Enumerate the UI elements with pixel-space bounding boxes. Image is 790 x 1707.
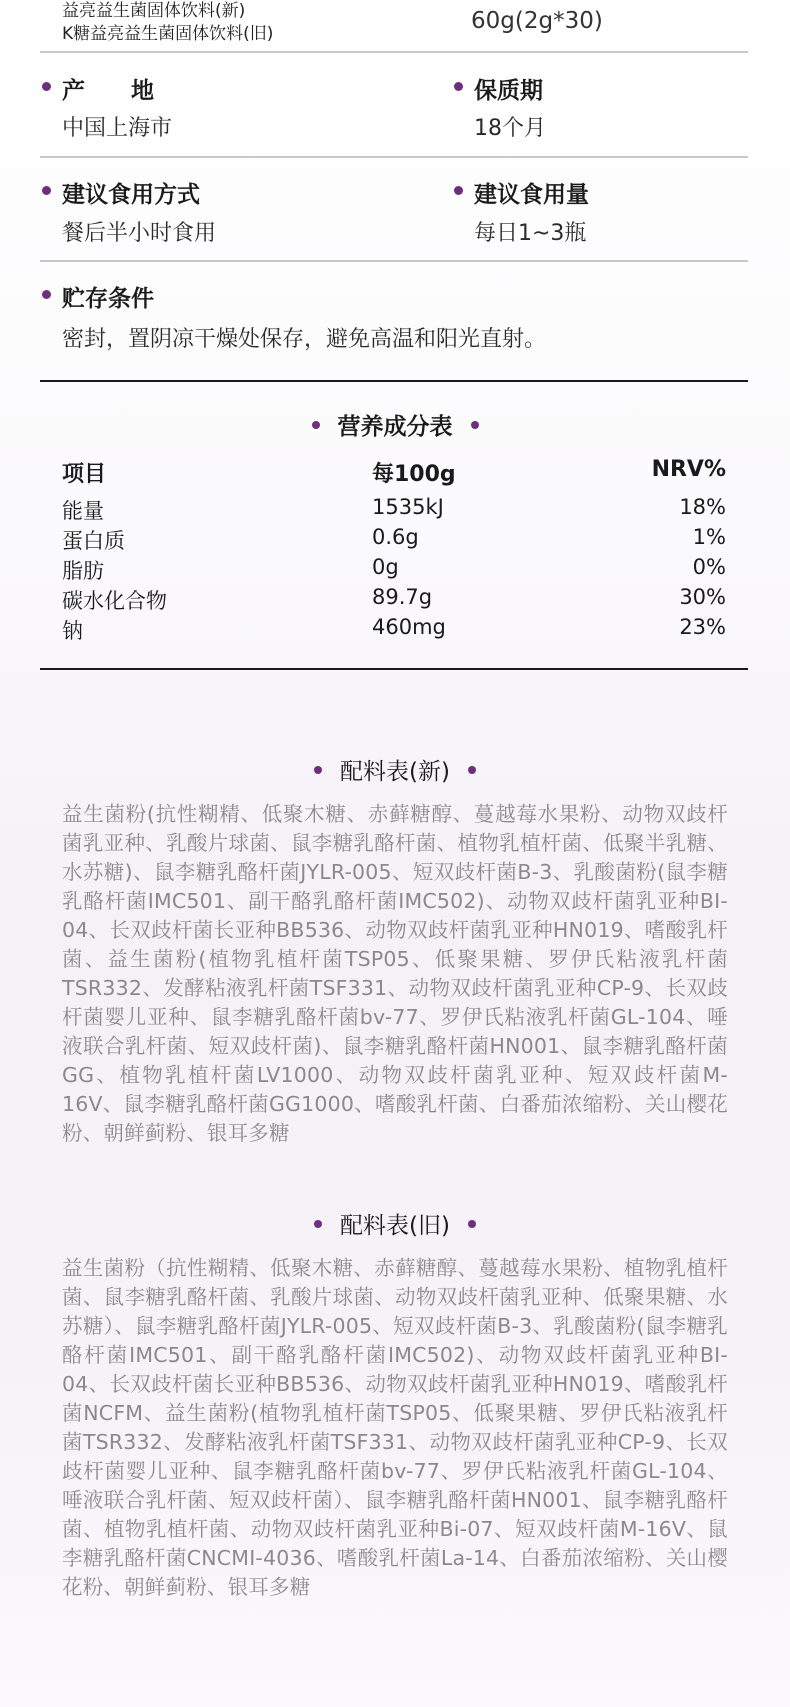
origin-label: 产 地 xyxy=(62,78,154,104)
bullet-icon xyxy=(468,1220,476,1228)
shelf-life-label: 保质期 xyxy=(474,78,543,104)
usage-label: 建议食用方式 xyxy=(62,182,200,208)
nutrition-top-rule xyxy=(40,380,748,382)
bullet-icon xyxy=(454,82,463,91)
header-item: 项目 xyxy=(62,462,107,487)
ingredients-new-title: 配料表(新) xyxy=(0,753,790,786)
bullet-icon xyxy=(42,186,51,195)
table-row: 脂肪 0g 0% xyxy=(62,555,726,583)
bullet-icon xyxy=(42,290,51,299)
origin-value: 中国上海市 xyxy=(62,116,173,141)
divider xyxy=(40,260,748,262)
divider xyxy=(40,51,748,53)
product-name-new: 益亮益生菌固体饮料(新) xyxy=(62,1,246,21)
nutrition-bottom-rule xyxy=(40,668,748,670)
bullet-icon xyxy=(454,186,463,195)
nutrition-header-row xyxy=(62,457,726,487)
header-nrv: NRV% xyxy=(651,457,726,482)
storage-value: 密封，置阴凉干燥处保存，避免高温和阳光直射。 xyxy=(62,327,547,352)
bullet-icon xyxy=(314,1220,322,1228)
bullet-icon xyxy=(468,766,476,774)
ingredients-old-title: 配料表(旧) xyxy=(0,1207,790,1240)
dose-value: 每日1~3瓶 xyxy=(474,221,587,246)
ingredients-old-text: 益生菌粉（抗性糊精、低聚木糖、赤藓糖醇、蔓越莓水果粉、植物乳植杆菌、鼠李糖乳酪杆菌、乳酸片球菌、动物双歧杆菌乳亚种、低聚果糖、水苏糖）、鼠李糖乳酪杆菌JYLR-005、短双歧杆菌B-3、乳酸菌粉(鼠李糖乳酪杆菌IMC501、副干酪乳酪杆菌IMC502)、动物双歧杆菌乳亚种BI-04、长双歧杆菌长亚种BB536、动物双歧杆菌乳亚种HN019、嗜酸乳杆菌NCFM、益生菌粉(植物乳植杆菌TSP05、低聚果糖、罗伊氏粘液乳杆菌TSR332、发酵粘液乳杆菌TSF331、动物双歧杆菌乳亚种CP-9、长双歧杆菌婴儿亚种、鼠李糖乳酪杆菌bv-77、罗伊氏粘液乳杆菌GL-104、唾液联合乳杆菌、短双歧杆菌）、鼠李糖乳酪杆菌HN001、鼠李糖乳酪杆菌、植物乳植杆菌、动物双歧杆菌乳亚种Bi-07、短双歧杆菌M-16V、鼠李糖乳酪杆菌CNCMI-4036、嗜酸乳杆菌La-14、白番茄浓缩粉、关山樱花粉、朝鲜蓟粉、银耳多糖 xyxy=(62,1256,728,1599)
table-row: 能量 1535kJ 18% xyxy=(62,495,726,523)
usage-value: 餐后半小时食用 xyxy=(62,221,217,246)
ingredients-new-text: 益生菌粉(抗性糊精、低聚木糖、赤藓糖醇、蔓越莓水果粉、动物双歧杆菌乳亚种、乳酸片球菌、鼠李糖乳酪杆菌、植物乳植杆菌、低聚半乳糖、水苏糖)、鼠李糖乳酪杆菌JYLR-005、短双歧杆菌B-3、乳酸菌粉(鼠李糖乳酪杆菌IMC501、副干酪乳酪杆菌IMC502)、动物双歧杆菌乳亚种BI-04、长双歧杆菌长亚种BB536、动物双歧杆菌乳亚种HN019、嗜酸乳杆菌、益生菌粉(植物乳植杆菌TSP05、低聚果糖、罗伊氏粘液乳杆菌TSR332、发酵粘液乳杆菌TSF331、动物双歧杆菌乳亚种CP-9、长双歧杆菌婴儿亚种、鼠李糖乳酪杆菌bv-77、罗伊氏粘液乳杆菌GL-104、唾液联合乳杆菌、短双歧杆菌)、鼠李糖乳酪杆菌HN001、鼠李糖乳酪杆菌GG、植物乳植杆菌LV1000、动物双歧杆菌乳亚种、短双歧杆菌M-16V、鼠李糖乳酪杆菌GG1000、嗜酸乳杆菌、白番茄浓缩粉、关山樱花粉、朝鲜蓟粉、银耳多糖 xyxy=(62,802,728,1145)
bullet-icon xyxy=(471,421,479,429)
bullet-icon xyxy=(42,82,51,91)
table-row: 蛋白质 0.6g 1% xyxy=(62,525,726,553)
bullet-icon xyxy=(312,421,320,429)
table-row: 钠 460mg 23% xyxy=(62,615,726,643)
product-name-old: K糖益亮益生菌固体饮料(旧) xyxy=(62,24,274,44)
nutrition-title: 营养成分表 xyxy=(0,408,790,441)
storage-label: 贮存条件 xyxy=(62,286,154,312)
product-spec: 60g(2g*30) xyxy=(471,8,603,34)
shelf-life-value: 18个月 xyxy=(474,116,546,141)
bullet-icon xyxy=(314,766,322,774)
dose-label: 建议食用量 xyxy=(474,182,589,208)
divider xyxy=(40,156,748,158)
header-per100g: 每100g xyxy=(372,462,456,487)
table-row: 碳水化合物 89.7g 30% xyxy=(62,585,726,613)
